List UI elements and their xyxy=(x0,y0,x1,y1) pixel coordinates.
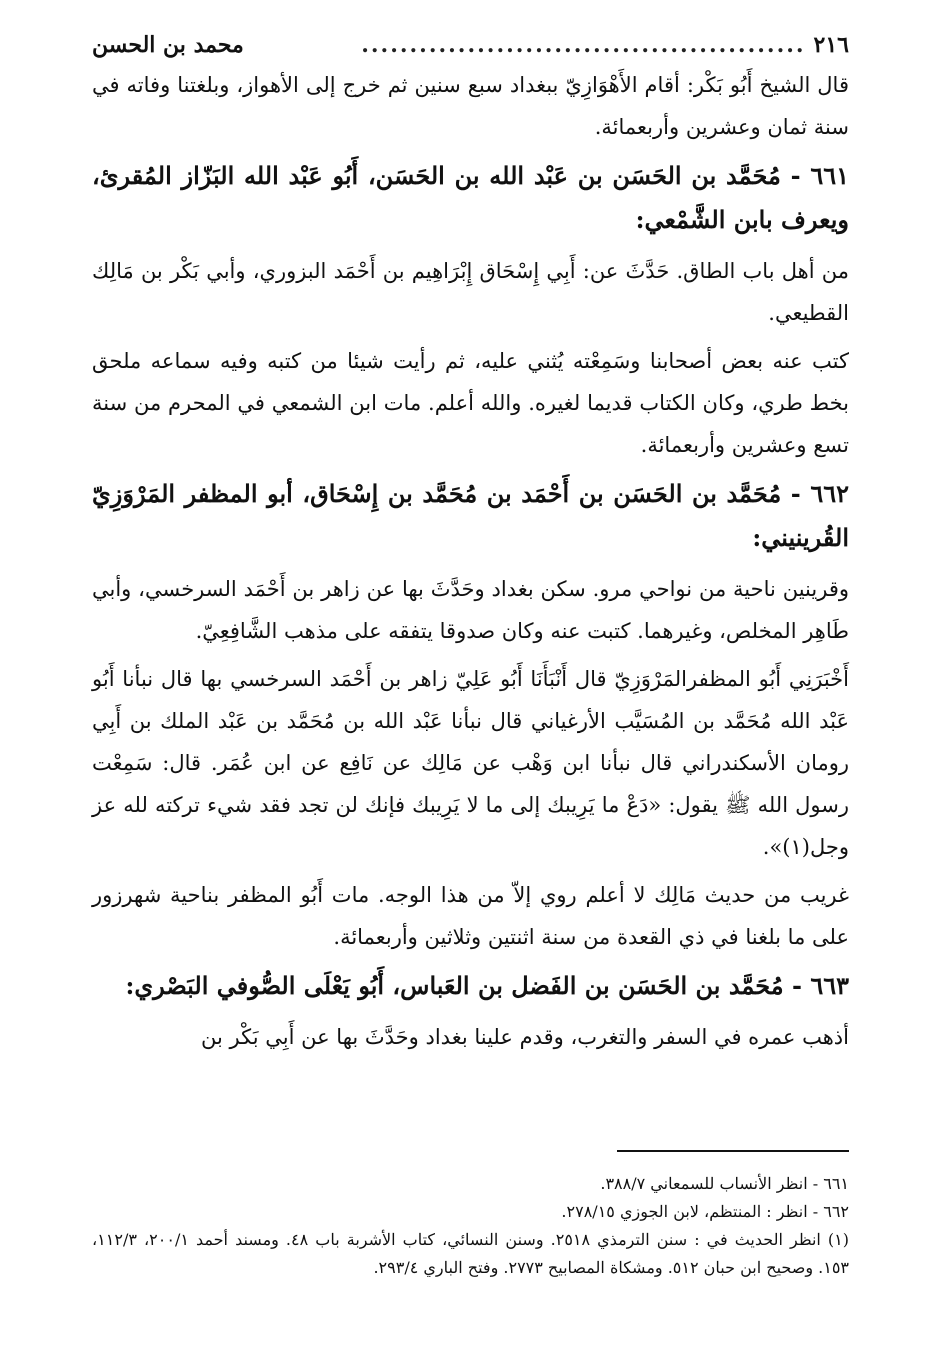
entry-661-paragraph-1: من أهل باب الطاق. حَدَّثَ عن: أَبِي إِسْحَاق إِبْرَاهِيم بن أَحْمَد البزوري، وأبي بَكْر بن مَالِك القطيعي. xyxy=(92,259,849,325)
header-dots: .............................................. xyxy=(361,32,806,58)
entry-662-paragraph-1: وقرينين ناحية من نواحي مرو. سكن بغداد وحَدَّثَ بها عن زاهر بن أَحْمَد السرخسي، وأبي طَاهِر المخلص، وغيرهما. كتبت عنه وكان صدوقا يتفقه على مذهب الشَّافِعِيّ. xyxy=(92,577,849,643)
entry-662-paragraph-3: غريب من حديث مَالِك لا أعلم روي إلاّ من هذا الوجه. مات أَبُو المظفر بناحية شهرزور على ما بلغنا في ذي القعدة من سنة اثنتين وثلاثين وأربعمائة. xyxy=(92,883,849,949)
page-number: ٢١٦ xyxy=(813,32,849,58)
footnote-separator-wrap xyxy=(92,1150,849,1152)
entry-662-title: ٦٦٢ - مُحَمَّد بن الحَسَن بن أَحْمَد بن مُحَمَّد بن إِسْحَاق، أبو المظفر المَرْوَزِيّ القُرينيني: xyxy=(92,479,849,552)
entry-661-paragraph-2: كتب عنه بعض أصحابنا وسَمِعْته يُثني عليه، ثم رأيت شيئا من كتبه وفيه سماعه ملحق بخط طري، وكان الكتاب قديما لغيره. والله أعلم. مات ابن الشمعي في المحرم من سنة تسع وعشرين وأربعمائة. xyxy=(92,349,849,457)
entry-661-title: ٦٦١ - مُحَمَّد بن الحَسَن بن عَبْد الله بن الحَسَن، أَبُو عَبْد الله البَزّاز المُقرئ، ويعرف بابن الشَّمْعي: xyxy=(92,161,849,234)
entry-662-paragraph-2: أَخْبَرَنِي أَبُو المظفرالمَرْوَزِيّ قال أَنْبَأَنَا أَبُو عَلِيّ زاهر بن أَحْمَد السرخسي بها قال نبأنا أَبُو عَبْد الله مُحَمَّد بن المُسَيَّب الأرغياني قال نبأنا عَبْد الله بن مُحَمَّد بن عَبْد الملك بن أَبِي رومان الأسكندراني قال نبأنا ابن وَهْب عن مَالِك عن نَافِع عن ابن عُمَر. قال: سَمِعْت رسول الله ﷺ يقول: «دَعْ ما يَرِيبك إلى ما لا يَرِيبك فإنك لن تجد فقد شيء تركته لله عز وجل(١)». xyxy=(92,667,849,859)
footnote-662: ٦٦٢ - انظر : المنتظم، لابن الجوزي ٢٧٨/١٥. xyxy=(561,1202,849,1221)
running-title: محمد بن الحسن xyxy=(92,32,244,58)
entry-663-title: ٦٦٣ - مُحَمَّد بن الحَسَن بن الفَضل بن العَباس، أَبُو يَعْلَى الصُّوفي البَصْري: xyxy=(125,971,849,1000)
entry-663-paragraph-1: أذهب عمره في السفر والتغرب، وقدم علينا بغداد وحَدَّثَ بها عن أَبِي بَكْر بن xyxy=(201,1025,849,1049)
footnote-661: ٦٦١ - انظر الأنساب للسمعاني ٣٨٨/٧. xyxy=(600,1174,849,1193)
footnotes xyxy=(92,1170,849,1282)
footnote-separator xyxy=(617,1150,849,1152)
paragraph-intro: قال الشيخ أَبُو بَكْر: أقام الأَهْوَازِيّ ببغداد سبع سنين ثم خرج إلى الأهواز، وبلغتنا وفاته في سنة ثمان وعشرين وأربعمائة. xyxy=(92,73,849,139)
page-header xyxy=(92,30,849,60)
footnote-1: (١) انظر الحديث في : سنن الترمذي ٢٥١٨. وسنن النسائي، كتاب الأشربة باب ٤٨. ومسند أحمد ٢٠٠/١، ١١٢/٣، ١٥٣. وصحيح ابن حبان ٥١٢. ومشكاة المصابيح ٢٧٧٣. وفتح الباري ٢٩٣/٤. xyxy=(92,1230,849,1277)
